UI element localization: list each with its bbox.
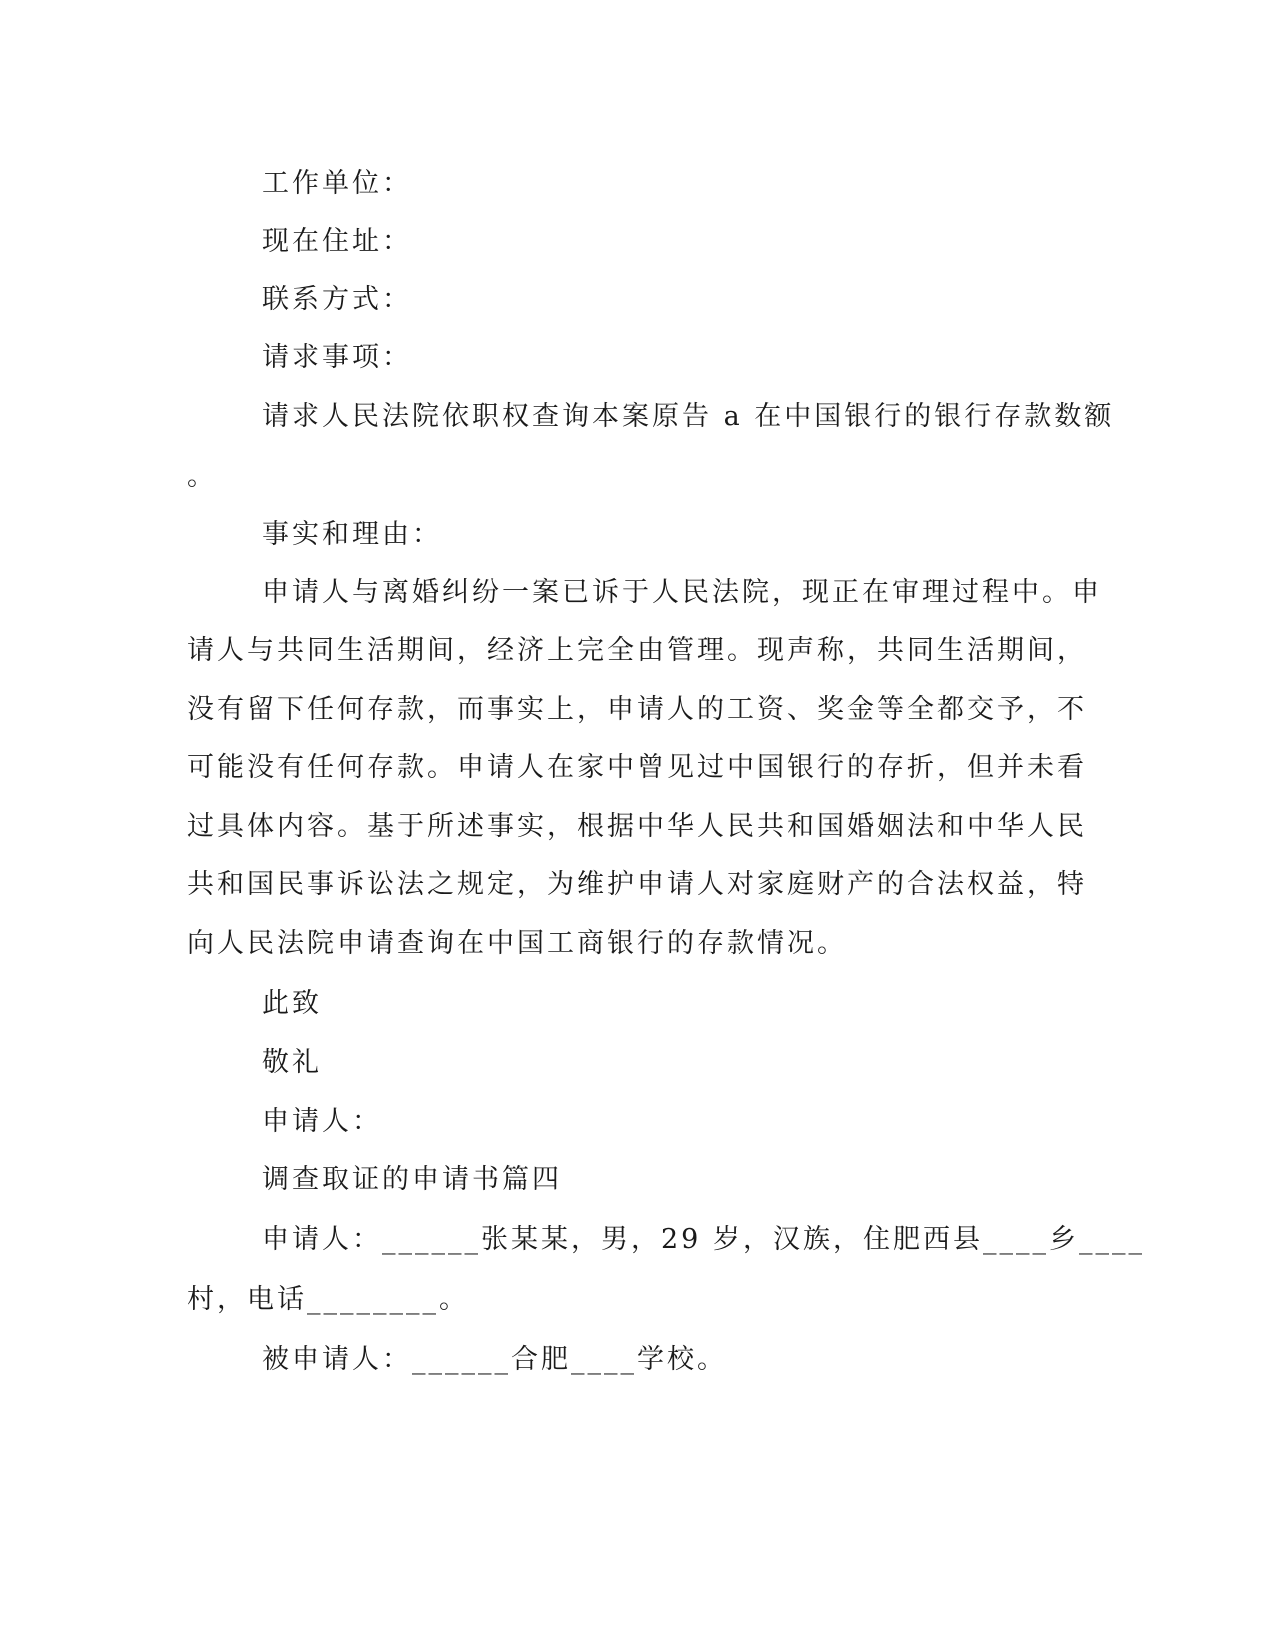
- request-text-line: 请求人民法院依职权查询本案原告 a 在中国银行的银行存款数额: [262, 401, 1115, 432]
- facts-paragraph-line: 没有留下任何存款，而事实上，申请人的工资、奖金等全都交予，不: [187, 694, 1087, 725]
- facts-paragraph-line: 过具体内容。基于所述事实，根据中华人民共和国婚姻法和中华人民: [187, 811, 1087, 842]
- facts-paragraph-line: 向人民法院申请查询在中国工商银行的存款情况。: [187, 928, 847, 959]
- section-title: 调查取证的申请书篇四: [262, 1164, 562, 1195]
- respondent-info-line: 被申请人：______合肥____学校。: [262, 1344, 727, 1375]
- request-items-heading: 请求事项：: [262, 342, 412, 373]
- applicant-info-line: 申请人：______张某某，男，29 岁，汉族，住肥西县____乡____: [262, 1224, 1145, 1255]
- facts-paragraph-line: 申请人与离婚纠纷一案已诉于人民法院，现正在审理过程中。申: [262, 577, 1102, 608]
- facts-paragraph-line: 请人与共同生活期间，经济上完全由管理。现声称，共同生活期间，: [187, 635, 1087, 666]
- closing-salutation: 此致: [262, 988, 322, 1019]
- facts-heading: 事实和理由：: [262, 519, 442, 550]
- address-label: 现在住址：: [262, 226, 412, 257]
- applicant-info-line: 村，电话________。: [187, 1284, 469, 1315]
- facts-paragraph-line: 可能没有任何存款。申请人在家中曾见过中国银行的存折，但并未看: [187, 752, 1087, 783]
- contact-label: 联系方式：: [262, 284, 412, 315]
- closing-regards: 敬礼: [262, 1047, 322, 1078]
- work-unit-label: 工作单位：: [262, 168, 412, 199]
- facts-paragraph-line: 共和国民事诉讼法之规定，为维护申请人对家庭财产的合法权益，特: [187, 869, 1087, 900]
- applicant-signature-label: 申请人：: [262, 1106, 382, 1137]
- request-text-line: 。: [187, 461, 217, 492]
